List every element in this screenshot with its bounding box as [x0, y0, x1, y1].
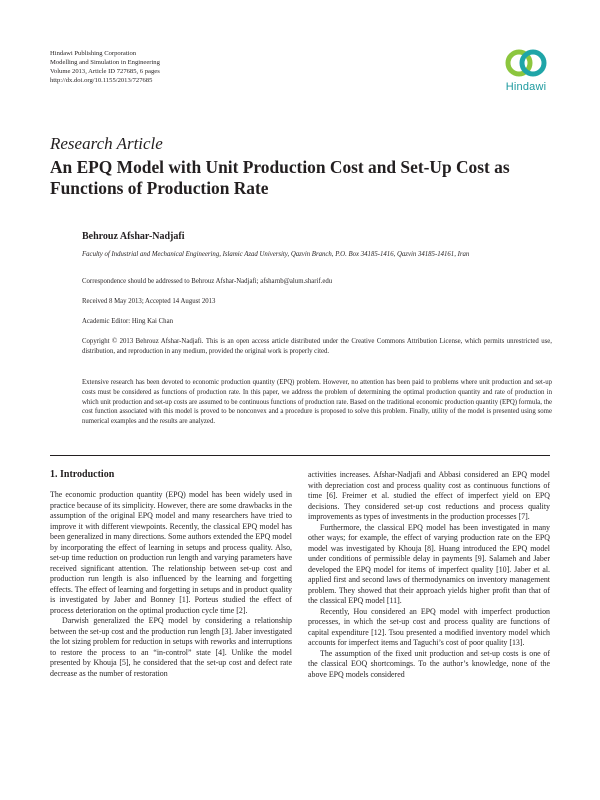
article-type-label: Research Article [50, 134, 163, 153]
section-heading: 1. Introduction [50, 469, 115, 480]
paragraph: Recently, Hou considered an EPQ model with imperfect production processes, in which the set-up cost and process quality are functions of capital expenditure [12]. Tsou presented a modified inventory model which accounts for imperfect items and Taguchi’s cost of poor quality [13]. [308, 606, 550, 647]
volume-line: Volume 2013, Article ID 727685, 6 pages [50, 68, 160, 75]
section-divider [50, 455, 550, 456]
journal-line: Modelling and Simulation in Engineering [50, 59, 160, 66]
journal-header [50, 49, 160, 85]
article-title: An EPQ Model with Unit Production Cost and Set-Up Cost as Functions of Production Rate [50, 157, 510, 198]
paragraph: The assumption of the fixed unit production and set-up costs is one of the classical EOQ shortcomings. To the author’s knowledge, none of the above EPQ models considered [308, 648, 550, 679]
logo-wordmark: Hindawi [505, 81, 547, 93]
body-column-left [50, 490, 292, 679]
correspondence-line: Correspondence should be addressed to Behrouz Afshar-Nadjafi; afsharnb@alum.sharif.edu [82, 278, 333, 285]
doi-link[interactable]: http://dx.doi.org/10.1155/2013/727685 [50, 77, 153, 84]
paragraph: Furthermore, the classical EPQ model has been investigated in many other ways; for example, the effect of varying production rate on the EPQ model was investigated by Khouja [8]. Huang introduced the EPQ model under conditions of permissible delay in payments [9]. Salameh and Jaber developed the EPQ model for items of imperfect quality [10]. Jaber et al. applied first and second laws of thermodynamics on inventory management problem. They showed that their approach yields higher profit than that of the classical EPQ model [11]. [308, 522, 550, 605]
author-name: Behrouz Afshar-Nadjafi [82, 231, 185, 242]
body-column-right [308, 470, 550, 680]
paragraph: The economic production quantity (EPQ) model has been widely used in practice because of its simplicity. However, there are some drawbacks in the assumption of the original EPQ model and many researchers have tried to improve it with different viewpoints. Recently, the classical EPQ model has been generalized in many directions. Some authors extended the EPQ model by incorporating the effect of learning in setups and process quality. Also, set-up time reduction on production run length and varying parameters have received significant attention. The relationship between set-up cost and production run length is also influenced by the learning and forgetting effects. The effect of learning and forgetting in setups and in product quality is investigated by Jaber and Bonney [1]. Porteus studied the effect of process deterioration on the optimal production cycle time [2]. [50, 490, 292, 615]
paragraph: Darwish generalized the EPQ model by considering a relationship between the set-up cost and the production run length [3]. Jaber investigated the lot sizing problem for reduction in setups with reworks and interruptions to restore the process to an “in-control” state [4]. Unlike the model presented by Khouja [5], he considered that the set-up cost and defect rate decrease as the number of restoration [50, 616, 292, 678]
editor-line: Academic Editor: Hing Kai Chan [82, 318, 173, 325]
copyright-notice: Copyright © 2013 Behrouz Afshar-Nadjafi. This is an open access article distributed under the Creative Commons Attribution License, which permits unrestricted use, distribution, and reproduction in any medium, provided the original work is properly cited. [82, 338, 552, 355]
abstract-text: Extensive research has been devoted to economic production quantity (EPQ) problem. However, no attention has been paid to problems where unit production and set-up costs must be considered as functions of production rate. In this paper, we address the problem of determining the optimal production quantity and rate of production in which unit production and set-up costs are assumed to be continuous functions of production rate. Based on the traditional economic production quantity (EPQ) formula, the cost function associated with this model is proved to be nonconvex and a procedure is proposed to solve this problem. Finally, utility of the model is presented using some numerical examples and the results are analyzed. [82, 379, 552, 426]
hindawi-logo-icon [504, 46, 548, 80]
paragraph: activities increases. Afshar-Nadjafi and Abbasi considered an EPQ model with depreciation cost and process quality cost as continuous functions of time [6]. Freimer et al. studied the effect of imperfect yield on EPQ decisions. They considered set-up cost reductions and process quality improvements as types of investments in the production processes [7]. [308, 470, 550, 521]
publisher-line: Hindawi Publishing Corporation [50, 50, 137, 57]
hindawi-logo [498, 46, 554, 93]
author-affiliation: Faculty of Industrial and Mechanical Engineering, Islamic Azad University, Qazvin Branch, P.O. Box 34185-1416, Qazvin 34185-14161, Iran [82, 251, 470, 258]
received-line: Received 8 May 2013; Accepted 14 August 2013 [82, 298, 216, 305]
